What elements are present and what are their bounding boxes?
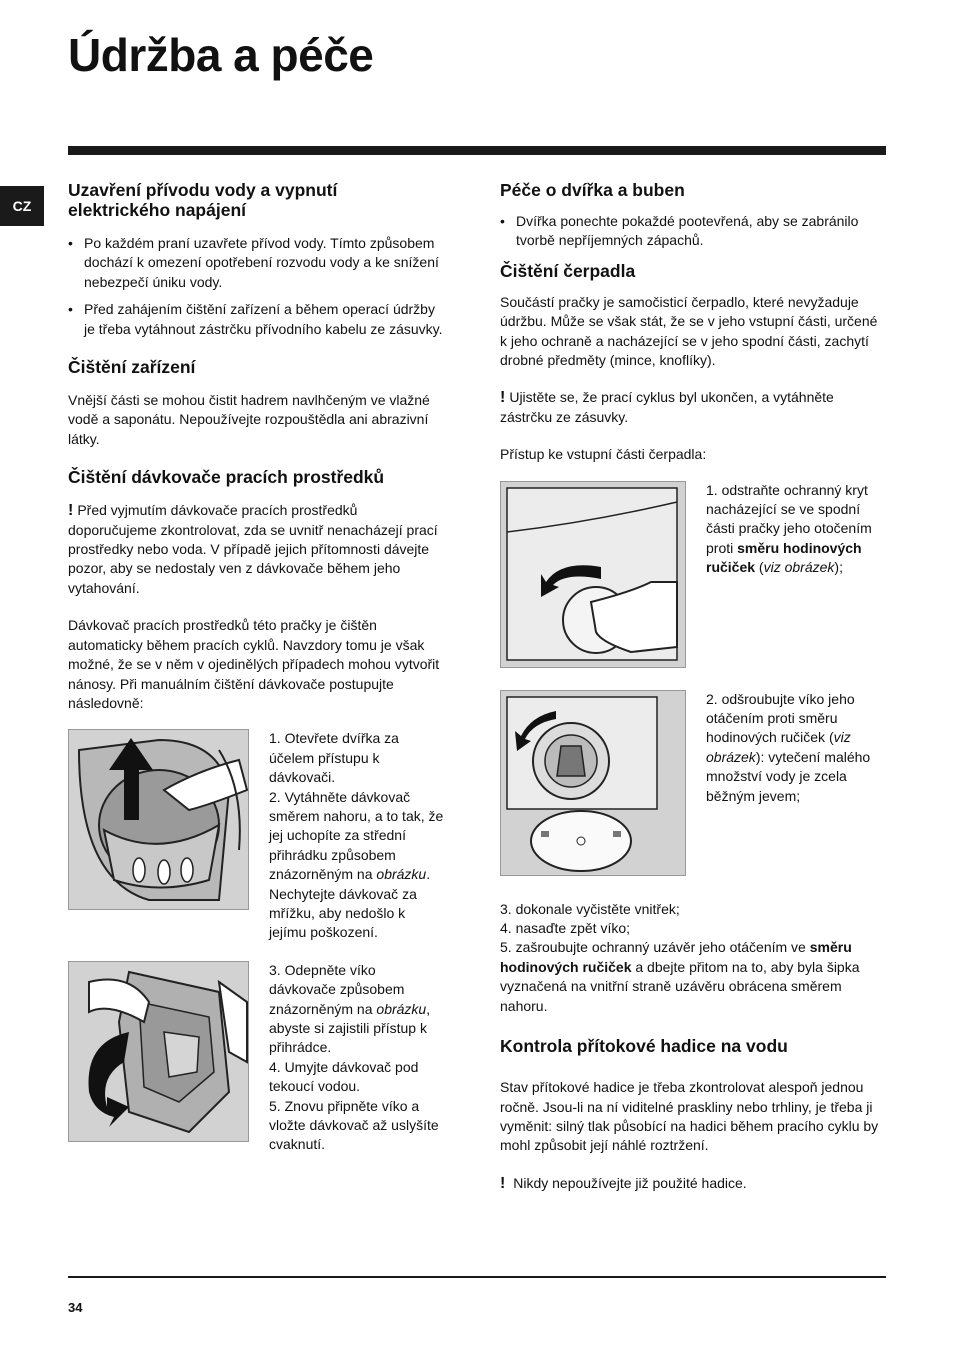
- dispenser-removal-illustration: [68, 729, 249, 910]
- pump-access-text: Přístup ke vstupní části čerpadla:: [500, 446, 707, 463]
- section-heading-dispenser: Čištění dávkovače pracích prostředků: [68, 467, 385, 488]
- page-title: Údržba a péče: [68, 29, 374, 81]
- pump-figure-2-row: [500, 690, 886, 876]
- language-tab: CZ: [0, 186, 44, 226]
- section-heading-pump: Čištění čerpadla: [500, 260, 636, 281]
- pump-step-2: 2. odšroubujte víko jeho otáčením proti směru hodinových ručiček (viz obrázek): vytečení malého množství vody je zcela běžným jevem;: [706, 690, 871, 804]
- dispenser-figure-1-row: [68, 729, 444, 942]
- list-item: • Po každém praní uzavřete přívod vody. Tímto způsobem dochází k omezení opotřebení rozvodu vody a ke snížení nebezpečí úniku vody.: [68, 234, 444, 292]
- pump-figure-1-row: [500, 481, 886, 668]
- pump-warning: ! Ujistěte se, že prací cyklus byl ukončen, a vytáhněte zástrčku ze zásuvky.: [500, 389, 834, 425]
- list-item: • Před zahájením čištění zařízení a během operací údržby je třeba vytáhnout zástrčku přívodního kabelu ze zásuvky.: [68, 300, 444, 339]
- pump-lid-illustration: [500, 690, 686, 876]
- section-heading-hose: Kontrola přítokové hadice na vodu: [500, 1036, 788, 1057]
- bottom-divider: [68, 1276, 886, 1278]
- hose-text: Stav přítokové hadice je třeba zkontrolovat alespoň jednou ročně. Jsou-li na ní viditelné praskliny nebo trhliny, je třeba ji vyměnit: silný tlak působící na hadici během pracího cyklu by mohl způsobit její náhlé roztržení.: [500, 1079, 879, 1154]
- dispenser-steps-1-2: 1. Otevřete dvířka za účelem přístupu k dávkovači. 2. Vytáhněte dávkovač směrem nahoru, a to tak, že jej uchopíte za střední přihrádku způsobem znázorněným na obrázku. Nechytejte dávkovač za mřížku, aby nedošlo k jejímu poškození.: [269, 730, 444, 941]
- dispenser-steps-3-5: 3. Odepněte víko dávkovače způsobem znázorněným na obrázku, abyste si zajistili přístup k přihrádce. 4. Umyjte dávkovač pod tekoucí vodou. 5. Znovu připněte víko a vložte dávkovač až uslyšíte cvaknutí.: [269, 961, 439, 1153]
- warning-icon: !: [68, 502, 74, 520]
- section-heading-water-power: Uzavření přívodu vody a vypnutí elektrického napájení: [68, 180, 338, 220]
- dispenser-lid-illustration: [68, 961, 249, 1142]
- hose-warning: ! Nikdy nepoužívejte již použité hadice.: [500, 1174, 747, 1192]
- warning-icon: !: [500, 389, 506, 407]
- section-heading-cleaning: Čištění zařízení: [68, 357, 196, 378]
- water-power-list: [68, 234, 444, 339]
- pump-text: Součástí pračky je samočisticí čerpadlo, které nevyžaduje údržbu. Může se však stát, že se v jeho vstupní části, určené k jeho ochraně a nacházející se v jeho spodní části, zachytí drobné předměty (mince, knoflíky).: [500, 293, 878, 369]
- dispenser-text: Dávkovač pracích prostředků této pračky je čištěn automaticky během pracích cyklů. Navzdory tomu je však možné, že se v něm v ojedinělých případech mohou vytvořit nánosy. Při manuálním čištění dávkovače postupujte následovně:: [68, 617, 440, 711]
- dispenser-figure-2-row: [68, 961, 444, 1155]
- section-heading-door-drum: Péče o dvířka a buben: [500, 180, 685, 200]
- dispenser-warning: ! Před vyjmutím dávkovače pracích prostředků doporučujeme zkontrolovat, zda se uvnitř nenacházejí prací prostředky nebo voda. V případě jejich přítomnosti dávejte pozor, aby se nedostaly ven z dávkovače během jeho vytahování.: [68, 502, 438, 596]
- list-item: • Dvířka ponechte pokaždé pootevřená, aby se zabránilo tvorbě nepříjemných zápachů.: [500, 212, 886, 251]
- cleaning-text: Vnější části se mohou čistit hadrem navlhčeným ve vlažné vodě a saponátu. Nepoužívejte rozpouštědla ani abrazivní látky.: [68, 392, 430, 447]
- pump-steps-3-5: 3. dokonale vyčistěte vnitřek; 4. nasaďte zpět víko; 5. zašroubujte ochranný uzávěr jeho otáčením ve směru hodinových ručiček a dbejte přitom na to, aby byla šipka vyznačená na vnitřní straně uzávěru obrácena směrem nahoru.: [500, 900, 860, 1014]
- right-column: [500, 180, 886, 1193]
- door-drum-list: [500, 212, 886, 251]
- pump-step-1: 1. odstraňte ochranný kryt nacházející se ve spodní části pračky jeho otočením proti směru hodinových ručiček (viz obrázek);: [706, 481, 872, 576]
- left-column: [68, 180, 444, 1155]
- top-divider: [68, 146, 886, 155]
- pump-cover-illustration: [500, 481, 686, 668]
- warning-icon: !: [500, 1174, 506, 1192]
- page-number: 34: [68, 1300, 83, 1315]
